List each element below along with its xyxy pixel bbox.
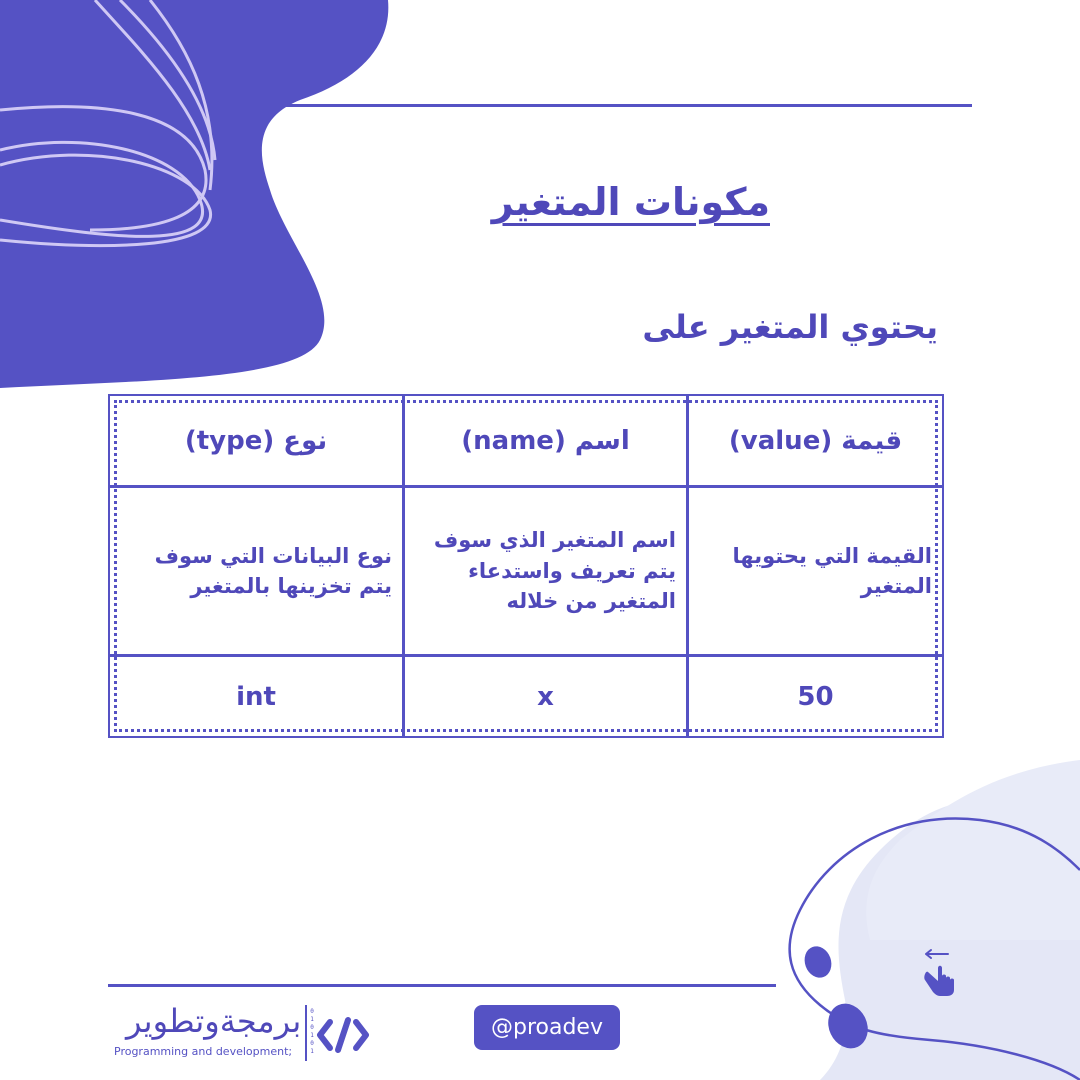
dot-upper xyxy=(800,943,835,982)
components-table xyxy=(108,394,944,738)
social-handle-button[interactable]: @proadev xyxy=(474,1005,620,1050)
header-name: اسم (name) xyxy=(461,425,630,456)
example-type: int xyxy=(236,681,276,712)
page-subtitle: يحتوي المتغير على xyxy=(642,308,938,346)
swipe-hand-icon xyxy=(918,948,966,1000)
top-divider xyxy=(272,104,972,107)
code-brackets-icon xyxy=(316,1014,370,1056)
brand-name-english: Programming and development; xyxy=(114,1045,293,1058)
bottom-divider xyxy=(108,984,776,987)
example-value: 50 xyxy=(797,681,834,712)
brand-binary: 0 1 0 1 0 1 xyxy=(310,1008,314,1055)
brand-name-arabic: برمجةوتطوير xyxy=(126,1002,302,1040)
desc-type: نوع البيانات التي سوف يتم تخزينها بالمتغير xyxy=(154,543,392,598)
page-title: مكونات المتغير xyxy=(491,180,770,224)
top-left-blob xyxy=(0,0,388,388)
desc-name: اسم المتغير الذي سوف يتم تعريف واستدعاء المتغير من خلاله xyxy=(433,528,676,614)
example-name: x xyxy=(537,681,554,712)
brand-divider xyxy=(305,1005,307,1061)
desc-value: القيمة التي يحتويها المتغير xyxy=(732,543,932,598)
header-type: نوع (type) xyxy=(184,425,328,456)
header-value: قيمة (value) xyxy=(728,425,903,456)
